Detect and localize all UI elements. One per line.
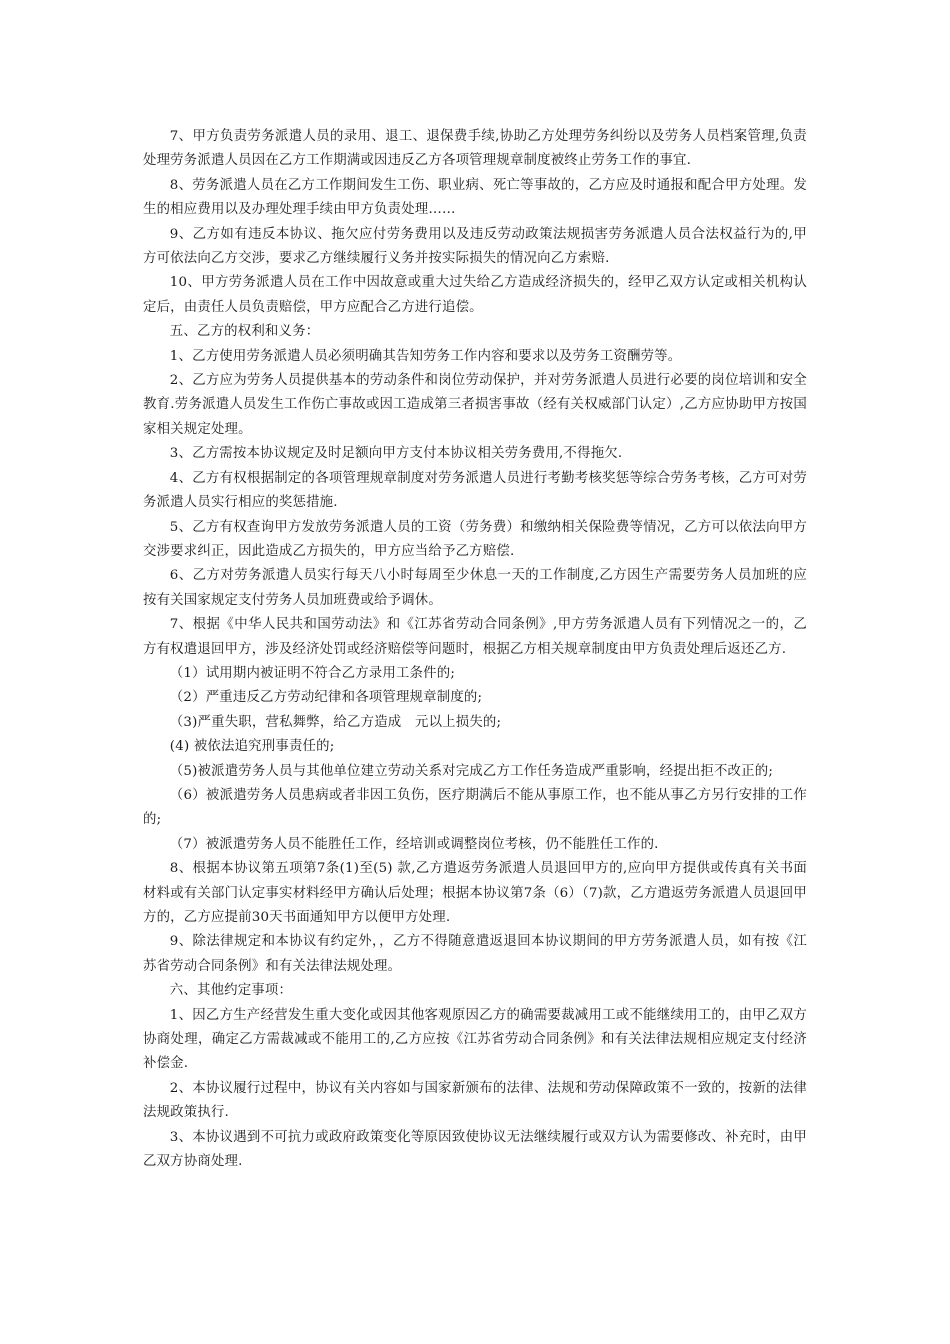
document-page	[143, 125, 807, 1174]
paragraph-a-9: 9、乙方如有违反本协议、拖欠应付劳务费用以及违反劳动政策法规损害劳务派遣人员合法权益行为的,甲方可依法向乙方交涉，要求乙方继续履行义务并按实际损失的情况向乙方索赔.	[143, 226, 807, 267]
paragraph-b-5: 5、乙方有权查询甲方发放劳务派遣人员的工资（劳务费）和缴纳相关保险费等情况，乙方可以依法向甲方交涉要求纠正，因此造成乙方损失的，甲方应当给予乙方赔偿.	[143, 519, 807, 559]
section-heading-6: 六、其他约定事项：	[169, 983, 293, 999]
paragraph-a-7: 7、甲方负责劳务派遣人员的录用、退工、退保费手续,协助乙方处理劳务纠纷以及劳务人员档案管理,负责处理劳务派遣人员因在乙方工作期满或因违反乙方各项管理规章制度被终止劳务工作的事宜.	[143, 129, 807, 169]
paragraph-b-9: 9、除法律规定和本协议有约定外，，乙方不得随意遣返退回本协议期间的甲方劳务派遣人员，如有按《江苏省劳动合同条例》和有关法律法规处理。	[143, 934, 807, 974]
paragraph-c-1: 1、因乙方生产经营发生重大变化或因其他客观原因乙方的确需要裁减用工或不能继续用工的，由甲乙双方协商处理，确定乙方需裁减或不能用工的,乙方应按《江苏省劳动合同条例》和有关法律法规相应规定支付经济补偿金.	[143, 1007, 807, 1072]
list-item-7: （7）被派遣劳务人员不能胜任工作，经培训或调整岗位考核，仍不能胜任工作的.	[169, 836, 659, 852]
section-heading-5: 五、乙方的权利和义务：	[169, 324, 320, 340]
list-item-2: （2）严重违反乙方劳动纪律和各项管理规章制度的;	[169, 690, 483, 706]
list-item-3: （3)严重失职，营私舞弊，给乙方造成 元以上损失的;	[169, 714, 502, 730]
paragraph-c-2: 2、本协议履行过程中，协议有关内容如与国家新颁布的法律、法规和劳动保障政策不一致的，按新的法律法规政策执行.	[143, 1080, 807, 1121]
list-item-6: （6）被派遣劳务人员患病或者非因工负伤，医疗期满后不能从事原工作，也不能从事乙方另行安排的工作的;	[143, 787, 807, 828]
paragraph-c-3: 3、本协议遇到不可抗力或政府政策变化等原因致使协议无法继续履行或双方认为需要修改、补充时，由甲乙双方协商处理.	[143, 1129, 807, 1170]
paragraph-b-3: 3、乙方需按本协议规定及时足额向甲方支付本协议相关劳务费用,不得拖欠.	[169, 446, 623, 462]
list-item-5: （5)被派遣劳务人员与其他单位建立劳动关系对完成乙方工作任务造成严重影响，经提出拒不改正的;	[169, 763, 774, 779]
paragraph-b-6: 6、乙方对劳务派遣人员实行每天八小时每周至少休息一天的工作制度,乙方因生产需要劳务人员加班的应按有关国家规定支付劳务人员加班费或给予调休。	[143, 568, 807, 608]
paragraph-b-7: 7、根据《中华人民共和国劳动法》和《江苏省劳动合同条例》,甲方劳务派遣人员有下列情况之一的，乙方有权遣退回甲方，涉及经济处罚或经济赔偿等问题时，根据乙方相关规章制度由甲方负责处理后返还乙方.	[143, 617, 807, 657]
paragraph-b-2: 2、乙方应为劳务人员提供基本的劳动条件和岗位劳动保护，并对劳务派遣人员进行必要的岗位培训和安全教育.劳务派遣人员发生工作伤亡事故或因工造成第三者损害事故（经有关权威部门认定）,乙方应协助甲方按国家相关规定处理。	[143, 373, 807, 437]
list-item-4: (4) 被依法追究刑事责任的;	[169, 739, 335, 755]
paragraph-a-8: 8、劳务派遣人员在乙方工作期间发生工伤、职业病、死亡等事故的，乙方应及时通报和配合甲方处理。发生的相应费用以及办理处理手续由甲方负责处理……	[143, 177, 807, 218]
paragraph-b-1: 1、乙方使用劳务派遣人员必须明确其告知劳务工作内容和要求以及劳务工资酬劳等。	[169, 348, 682, 364]
list-item-1: （1）试用期内被证明不符合乙方录用工条件的;	[169, 665, 456, 681]
paragraph-b-8: 8、根据本协议第五项第7条(1)至(5) 款,乙方遣返劳务派遣人员退回甲方的,应向甲方提供或传真有关书面材料或有关部门认定事实材料经甲方确认后处理；根据本协议第7条（6）（7)款，乙方遣返劳务派遣人员退回甲方的，乙方应提前30天书面通知甲方以便甲方处理.	[143, 861, 807, 925]
paragraph-b-4: 4、乙方有权根据制定的各项管理规章制度对劳务派遣人员进行考勤考核奖惩等综合劳务考核，乙方可对劳务派遣人员实行相应的奖惩措施.	[143, 470, 807, 511]
paragraph-a-10: 10、甲方劳务派遣人员在工作中因故意或重大过失给乙方造成经济损失的，经甲乙双方认定或相关机构认定后，由责任人员负责赔偿，甲方应配合乙方进行追偿。	[143, 275, 807, 315]
